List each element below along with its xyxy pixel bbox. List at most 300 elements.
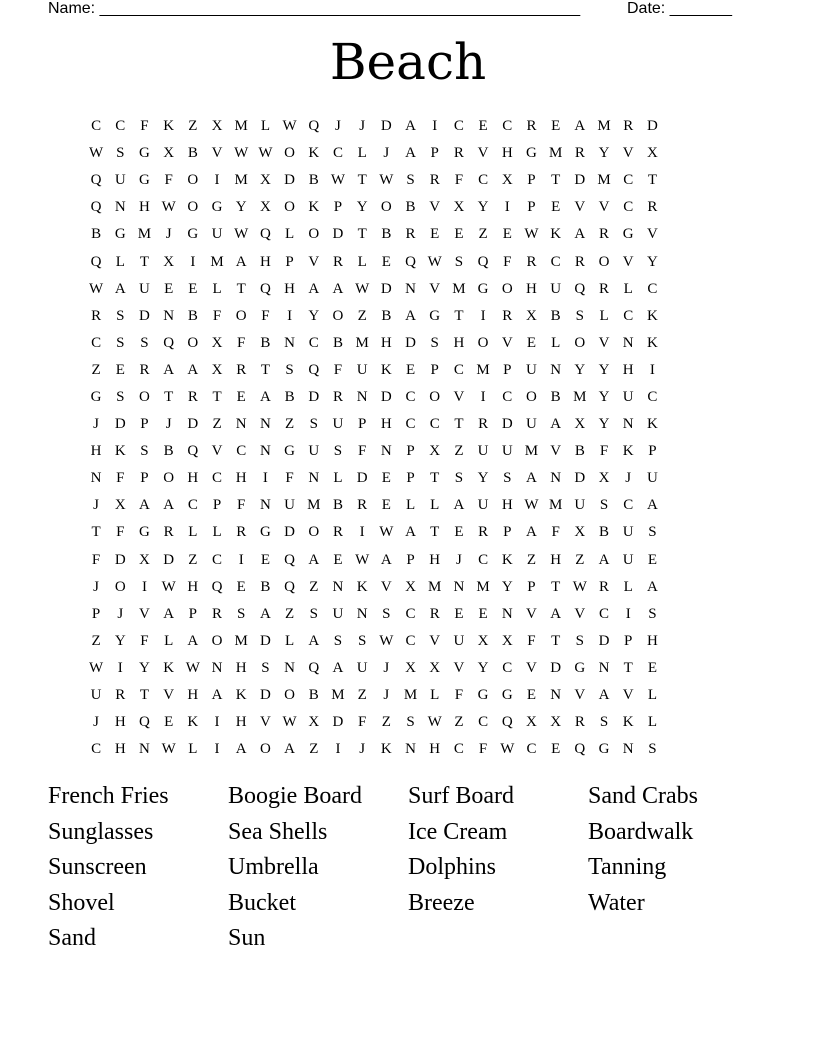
- grid-letter: V: [211, 145, 223, 162]
- grid-letter: X: [429, 443, 441, 460]
- grid-letter: R: [526, 253, 537, 270]
- grid-letter: S: [357, 632, 367, 649]
- grid-letter: V: [526, 605, 537, 622]
- grid-letter: I: [649, 361, 655, 378]
- grid-letter: W: [185, 659, 200, 676]
- grid-letter: X: [211, 118, 223, 135]
- grid-letter: M: [234, 632, 248, 649]
- grid-letter: H: [622, 361, 634, 378]
- grid-letter: C: [526, 741, 537, 758]
- grid-letter: A: [308, 280, 320, 297]
- grid-letter: X: [526, 307, 537, 324]
- grid-letter: R: [115, 687, 126, 704]
- grid-letter: X: [163, 253, 175, 270]
- grid-letter: W: [427, 253, 442, 270]
- grid-letter: X: [574, 524, 586, 541]
- grid-letter: A: [574, 118, 586, 135]
- grid-letter: E: [551, 118, 561, 135]
- grid-letter: V: [622, 145, 634, 162]
- grid-letter: O: [598, 253, 610, 270]
- grid-letter: T: [551, 632, 561, 649]
- grid-letter: O: [380, 199, 392, 216]
- grid-letter: G: [211, 199, 223, 216]
- grid-letter: E: [381, 470, 391, 487]
- grid-letter: Q: [284, 551, 296, 568]
- grid-letter: M: [524, 443, 539, 460]
- grid-letter: I: [190, 253, 196, 270]
- grid-letter: S: [116, 334, 125, 351]
- grid-letter: Z: [188, 551, 198, 568]
- grid-letter: U: [477, 443, 489, 460]
- grid-row: [84, 194, 665, 221]
- date-field: Date: _______: [627, 0, 732, 17]
- grid-letter: Q: [308, 361, 320, 378]
- grid-letter: L: [357, 253, 367, 270]
- grid-letter: G: [139, 172, 150, 189]
- grid-letter: C: [405, 605, 416, 622]
- grid-letter: F: [140, 118, 149, 135]
- grid-letter: E: [333, 551, 343, 568]
- grid-letter: C: [91, 741, 102, 758]
- grid-letter: L: [285, 226, 295, 243]
- grid-letter: J: [93, 578, 100, 595]
- grid-letter: H: [501, 145, 513, 162]
- grid-letter: B: [381, 226, 392, 243]
- grid-letter: J: [359, 118, 366, 135]
- grid-letter: S: [599, 497, 609, 514]
- grid-letter: Q: [163, 334, 175, 351]
- grid-letter: H: [501, 497, 513, 514]
- grid-letter: P: [648, 443, 657, 460]
- grid-letter: X: [429, 659, 441, 676]
- grid-letter: G: [622, 226, 634, 243]
- grid-letter: E: [164, 280, 174, 297]
- grid-letter: M: [403, 687, 418, 704]
- grid-letter: L: [647, 687, 657, 704]
- grid-letter: Q: [405, 253, 416, 270]
- grid-letter: O: [429, 388, 441, 405]
- grid-letter: L: [623, 578, 633, 595]
- grid-letter: Y: [139, 659, 150, 676]
- grid-letter: R: [163, 524, 174, 541]
- grid-letter: Z: [285, 605, 295, 622]
- grid-letter: K: [646, 334, 658, 351]
- grid-letter: D: [356, 470, 368, 487]
- grid-letter: X: [139, 551, 150, 568]
- grid-letter: W: [500, 741, 515, 758]
- grid-letter: C: [623, 199, 634, 216]
- grid-letter: Y: [574, 361, 586, 378]
- grid-letter: T: [623, 659, 633, 676]
- grid-letter: L: [285, 632, 295, 649]
- grid-letter: X: [259, 199, 271, 216]
- grid-letter: T: [357, 226, 367, 243]
- grid-letter: Q: [308, 659, 320, 676]
- grid-letter: A: [139, 497, 150, 514]
- grid-letter: P: [527, 578, 536, 595]
- grid-letter: G: [574, 659, 586, 676]
- grid-letter: N: [211, 659, 223, 676]
- grid-letter: X: [501, 632, 513, 649]
- grid-letter: B: [332, 334, 343, 351]
- grid-letter: N: [501, 605, 513, 622]
- grid-letter: E: [647, 551, 657, 568]
- grid-letter: C: [478, 551, 489, 568]
- grid-letter: Q: [139, 714, 150, 731]
- word-search-grid: [84, 113, 665, 763]
- grid-letter: X: [308, 714, 320, 731]
- grid-letter: C: [478, 172, 489, 189]
- grid-letter: C: [236, 443, 247, 460]
- grid-letter: Z: [526, 551, 537, 568]
- grid-letter: G: [139, 524, 150, 541]
- grid-letter: P: [430, 361, 439, 378]
- grid-letter: P: [406, 551, 415, 568]
- grid-letter: R: [429, 172, 440, 189]
- grid-letter: W: [89, 280, 104, 297]
- grid-letter: I: [238, 551, 244, 568]
- grid-letter: Q: [284, 578, 296, 595]
- grid-letter: O: [477, 334, 489, 351]
- grid-letter: W: [524, 226, 539, 243]
- grid-letter: O: [211, 632, 223, 649]
- grid-letter: R: [91, 307, 102, 324]
- grid-letter: K: [163, 118, 175, 135]
- grid-letter: V: [550, 443, 562, 460]
- grid-letter: H: [429, 551, 441, 568]
- grid-letter: J: [383, 659, 390, 676]
- grid-letter: X: [211, 361, 223, 378]
- grid-letter: U: [356, 659, 368, 676]
- grid-letter: I: [480, 307, 486, 324]
- grid-letter: W: [572, 578, 587, 595]
- grid-letter: W: [161, 199, 176, 216]
- grid-letter: C: [623, 497, 634, 514]
- grid-row: [84, 140, 665, 167]
- grid-letter: T: [139, 253, 150, 270]
- grid-letter: W: [161, 741, 176, 758]
- grid-letter: P: [406, 443, 415, 460]
- grid-letter: K: [380, 741, 392, 758]
- grid-letter: A: [405, 307, 416, 324]
- grid-letter: V: [380, 578, 392, 595]
- grid-letter: N: [550, 361, 562, 378]
- grid-letter: U: [114, 172, 126, 189]
- grid-letter: S: [406, 714, 415, 731]
- grid-letter: V: [477, 145, 489, 162]
- grid-letter: R: [332, 253, 343, 270]
- grid-letter: Q: [259, 226, 271, 243]
- grid-letter: A: [235, 253, 247, 270]
- grid-letter: H: [429, 741, 441, 758]
- grid-letter: N: [259, 497, 271, 514]
- grid-letter: D: [259, 632, 271, 649]
- page-title: Beach: [329, 33, 487, 91]
- grid-letter: O: [308, 226, 320, 243]
- grid-letter: U: [646, 470, 658, 487]
- grid-letter: A: [453, 497, 465, 514]
- grid-letter: A: [308, 551, 320, 568]
- grid-letter: A: [405, 118, 416, 135]
- grid-letter: F: [503, 253, 512, 270]
- grid-letter: N: [356, 388, 368, 405]
- grid-letter: F: [164, 172, 173, 189]
- grid-letter: C: [647, 280, 658, 297]
- grid-letter: G: [477, 280, 489, 297]
- grid-letter: R: [647, 199, 658, 216]
- grid-letter: C: [429, 416, 440, 433]
- grid-row: [84, 167, 665, 194]
- grid-letter: R: [429, 605, 440, 622]
- grid-letter: Y: [308, 307, 320, 324]
- grid-letter: L: [188, 524, 198, 541]
- grid-letter: S: [430, 334, 439, 351]
- grid-letter: N: [453, 578, 465, 595]
- grid-letter: P: [91, 605, 101, 622]
- grid-letter: T: [164, 388, 174, 405]
- grid-letter: A: [114, 280, 126, 297]
- grid-letter: V: [622, 253, 634, 270]
- grid-letter: K: [187, 714, 199, 731]
- grid-letter: L: [430, 687, 440, 704]
- grid-letter: G: [139, 145, 150, 162]
- grid-letter: U: [332, 605, 344, 622]
- grid-letter: A: [405, 145, 416, 162]
- grid-letter: R: [357, 497, 368, 514]
- grid-letter: W: [355, 280, 370, 297]
- grid-letter: T: [212, 388, 222, 405]
- grid-letter: O: [526, 388, 537, 405]
- grid-letter: D: [501, 416, 513, 433]
- grid-letter: U: [550, 280, 562, 297]
- grid-letter: I: [287, 307, 293, 324]
- grid-letter: R: [599, 280, 610, 297]
- grid-letter: N: [90, 470, 102, 487]
- grid-letter: F: [357, 443, 367, 460]
- grid-letter: U: [211, 226, 223, 243]
- grid-letter: Y: [598, 416, 610, 433]
- grid-letter: L: [260, 118, 270, 135]
- grid-letter: V: [163, 687, 175, 704]
- grid-letter: N: [332, 578, 344, 595]
- grid-letter: P: [140, 416, 149, 433]
- grid-letter: M: [452, 280, 466, 297]
- grid-letter: C: [478, 714, 489, 731]
- grid-letter: X: [646, 145, 658, 162]
- grid-letter: S: [406, 172, 415, 189]
- grid-row: [84, 465, 665, 492]
- grid-letter: S: [648, 741, 657, 758]
- grid-letter: F: [91, 551, 101, 568]
- grid-letter: A: [646, 497, 658, 514]
- grid-letter: X: [211, 334, 223, 351]
- grid-letter: A: [284, 741, 296, 758]
- grid-letter: H: [114, 714, 126, 731]
- grid-letter: A: [405, 524, 416, 541]
- word-bank-item: Sunscreen: [48, 854, 147, 881]
- grid-letter: W: [379, 172, 394, 189]
- grid-letter: U: [526, 361, 537, 378]
- grid-letter: N: [598, 659, 610, 676]
- grid-letter: N: [163, 307, 175, 324]
- grid-letter: A: [308, 632, 320, 649]
- grid-letter: N: [284, 334, 296, 351]
- grid-letter: O: [163, 470, 175, 487]
- grid-letter: L: [430, 497, 440, 514]
- grid-letter: V: [429, 199, 441, 216]
- word-bank-item: French Fries: [48, 783, 169, 809]
- grid-letter: S: [599, 714, 609, 731]
- grid-row: [84, 411, 665, 438]
- grid-row: [84, 438, 665, 465]
- grid-letter: L: [212, 524, 222, 541]
- word-bank: [48, 779, 788, 957]
- grid-letter: F: [527, 632, 536, 649]
- grid-letter: R: [526, 118, 537, 135]
- grid-letter: H: [114, 741, 126, 758]
- grid-letter: A: [550, 416, 562, 433]
- grid-letter: V: [139, 605, 150, 622]
- grid-letter: N: [356, 605, 368, 622]
- grid-letter: R: [236, 361, 247, 378]
- grid-letter: V: [598, 334, 610, 351]
- grid-letter: G: [284, 443, 296, 460]
- grid-letter: J: [93, 497, 100, 514]
- grid-letter: A: [332, 280, 344, 297]
- grid-letter: I: [625, 605, 631, 622]
- grid-letter: V: [308, 253, 320, 270]
- grid-letter: J: [93, 714, 100, 731]
- grid-letter: P: [357, 416, 367, 433]
- grid-letter: A: [259, 605, 271, 622]
- grid-letter: I: [214, 714, 220, 731]
- grid-letter: H: [646, 632, 658, 649]
- grid-letter: D: [308, 388, 320, 405]
- grid-letter: H: [284, 280, 296, 297]
- grid-letter: M: [597, 118, 611, 135]
- grid-letter: H: [235, 714, 247, 731]
- grid-letter: S: [575, 307, 585, 324]
- grid-letter: N: [259, 416, 271, 433]
- grid-letter: F: [116, 470, 125, 487]
- grid-letter: Y: [477, 470, 489, 487]
- grid-letter: S: [140, 334, 149, 351]
- grid-letter: E: [236, 578, 246, 595]
- grid-letter: B: [550, 388, 561, 405]
- grid-letter: V: [646, 226, 658, 243]
- grid-letter: E: [115, 361, 125, 378]
- grid-letter: X: [501, 172, 513, 189]
- grid-letter: Z: [188, 118, 198, 135]
- grid-letter: E: [478, 605, 488, 622]
- grid-letter: G: [526, 145, 537, 162]
- grid-letter: W: [379, 524, 394, 541]
- grid-letter: D: [574, 172, 586, 189]
- grid-letter: S: [237, 605, 246, 622]
- grid-letter: R: [623, 118, 634, 135]
- grid-letter: D: [598, 632, 610, 649]
- grid-letter: Q: [187, 443, 199, 460]
- grid-letter: T: [139, 687, 150, 704]
- grid-letter: Y: [477, 659, 489, 676]
- grid-letter: M: [137, 226, 152, 243]
- grid-letter: X: [598, 470, 610, 487]
- grid-letter: P: [188, 605, 198, 622]
- grid-letter: J: [455, 551, 462, 568]
- grid-letter: G: [187, 226, 199, 243]
- grid-letter: R: [453, 145, 464, 162]
- grid-letter: Z: [478, 226, 488, 243]
- grid-letter: R: [332, 524, 343, 541]
- grid-letter: T: [430, 524, 440, 541]
- grid-letter: F: [261, 307, 270, 324]
- word-bank-item: Sunglasses: [48, 818, 154, 845]
- grid-letter: I: [359, 524, 365, 541]
- grid-row: [84, 113, 665, 140]
- word-bank-item: Dolphins: [408, 854, 497, 881]
- grid-letter: D: [139, 307, 150, 324]
- grid-letter: D: [574, 470, 586, 487]
- grid-letter: A: [187, 361, 199, 378]
- grid-letter: S: [140, 443, 149, 460]
- grid-letter: E: [405, 361, 416, 378]
- grid-letter: K: [356, 578, 368, 595]
- grid-letter: Z: [357, 307, 367, 324]
- grid-letter: A: [332, 659, 344, 676]
- grid-row: [84, 547, 665, 574]
- grid-letter: Y: [356, 199, 368, 216]
- grid-letter: A: [163, 497, 175, 514]
- grid-letter: V: [598, 199, 610, 216]
- grid-letter: B: [308, 172, 319, 189]
- grid-letter: Z: [309, 741, 319, 758]
- grid-letter: S: [575, 632, 585, 649]
- grid-letter: U: [526, 416, 537, 433]
- grid-letter: R: [478, 416, 489, 433]
- grid-letter: F: [237, 334, 246, 351]
- grid-letter: I: [214, 741, 220, 758]
- grid-letter: W: [89, 145, 104, 162]
- grid-letter: U: [284, 497, 296, 514]
- grid-letter: I: [117, 659, 123, 676]
- grid-letter: H: [453, 334, 465, 351]
- grid-letter: S: [261, 659, 270, 676]
- word-bank-item: Shovel: [48, 889, 115, 916]
- grid-letter: A: [259, 388, 271, 405]
- grid-letter: B: [187, 145, 198, 162]
- grid-letter: D: [163, 551, 175, 568]
- grid-letter: Y: [477, 199, 489, 216]
- grid-letter: P: [140, 470, 149, 487]
- grid-letter: X: [163, 145, 175, 162]
- grid-row: [84, 736, 665, 763]
- grid-letter: X: [405, 659, 416, 676]
- grid-letter: C: [599, 605, 610, 622]
- word-bank-item: Boardwalk: [588, 818, 694, 845]
- grid-letter: O: [284, 687, 296, 704]
- grid-letter: D: [380, 280, 392, 297]
- grid-letter: I: [432, 118, 438, 135]
- grid-letter: Z: [91, 632, 101, 649]
- grid-letter: V: [526, 659, 537, 676]
- grid-letter: R: [139, 361, 150, 378]
- grid-letter: W: [234, 145, 249, 162]
- grid-letter: G: [259, 524, 271, 541]
- grid-letter: K: [646, 416, 658, 433]
- grid-letter: T: [260, 361, 270, 378]
- grid-letter: U: [308, 443, 320, 460]
- grid-letter: F: [478, 741, 488, 758]
